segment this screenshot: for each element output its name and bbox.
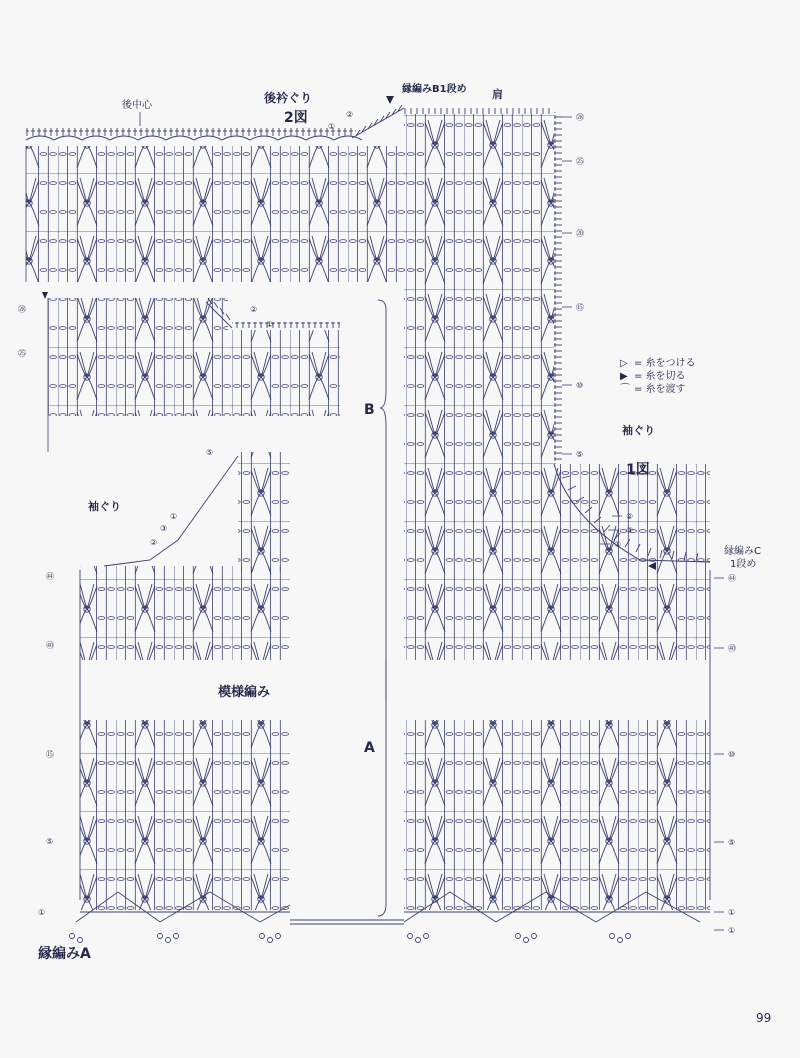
row-number: ㊵: [728, 644, 736, 653]
row-number: ㊹: [728, 574, 736, 583]
row-number: ③: [626, 526, 634, 535]
row-number: ⑤: [728, 838, 736, 847]
row-numbers-left-upper: [18, 305, 26, 358]
armhole-right-label: 袖ぐり: [622, 424, 655, 437]
row-number: ⑮: [46, 750, 54, 759]
row-number: ㊹: [46, 572, 54, 581]
page-number: 99: [756, 1011, 772, 1025]
section-a-label: A: [364, 740, 375, 756]
row-number: ⑤: [46, 837, 54, 846]
armhole-left-label: 袖ぐり: [88, 500, 121, 513]
row-number: ⑮: [576, 303, 584, 312]
row-number: ①: [728, 926, 736, 935]
shoulder-label: 肩: [492, 88, 503, 101]
back-upper-left-block: [42, 292, 340, 452]
back-center-label: 後中心: [122, 100, 152, 111]
row-number: ⑳: [576, 229, 584, 238]
row-number: ⑤: [576, 450, 584, 459]
row-number: ②: [626, 512, 634, 521]
left-front-block: [80, 452, 290, 910]
row-number: ②: [250, 305, 258, 314]
row-number: ⑩: [728, 750, 736, 759]
legend-cut-text: = 糸を切る: [634, 371, 686, 382]
figure2-label: 2図: [284, 110, 308, 126]
row-number: ①: [38, 908, 46, 917]
row-number: ⑩: [576, 381, 584, 390]
legend-attach-text: = 糸をつける: [634, 358, 696, 369]
pattern-stitch-label: 模様編み: [218, 685, 271, 700]
edging-c-row-label: 1段め: [730, 559, 757, 570]
row-number: ②: [150, 538, 158, 547]
legend-attach-symbol: ▷: [620, 358, 628, 369]
row-number: ㉕: [576, 157, 584, 166]
row-number: ②: [346, 110, 354, 119]
row-number: ㉕: [18, 349, 26, 358]
section-b-label: B: [364, 402, 375, 418]
legend-carry-symbol: ⌒: [620, 384, 630, 395]
legend-cut-symbol: ▶: [620, 371, 628, 382]
dimension-brackets: [378, 300, 386, 916]
edging-a-label: 縁編みA: [38, 946, 91, 962]
back-block-top: [24, 128, 406, 282]
legend: [620, 357, 696, 395]
row-number: ③: [160, 524, 168, 533]
row-number: ①: [328, 122, 336, 131]
row-number: ①: [728, 908, 736, 917]
row-number: ⑤: [206, 448, 214, 457]
front-body-right: [404, 108, 710, 910]
row-number: ①: [614, 540, 622, 549]
row-number: ㊵: [46, 641, 54, 650]
legend-carry-text: = 糸を渡す: [634, 384, 686, 395]
back-neckline-label: 後衿ぐり: [264, 91, 313, 105]
edging-c-label: 縁編みC: [724, 546, 761, 557]
row-number: ㉘: [576, 113, 584, 122]
row-number: ㉘: [18, 305, 26, 314]
back-neckline-slope: [352, 96, 404, 138]
row-number: ①: [266, 320, 274, 329]
figure1-label: 1図: [626, 462, 650, 478]
edging-b-label: 縁編みB1段め: [402, 84, 467, 95]
row-number: ①: [170, 512, 178, 521]
